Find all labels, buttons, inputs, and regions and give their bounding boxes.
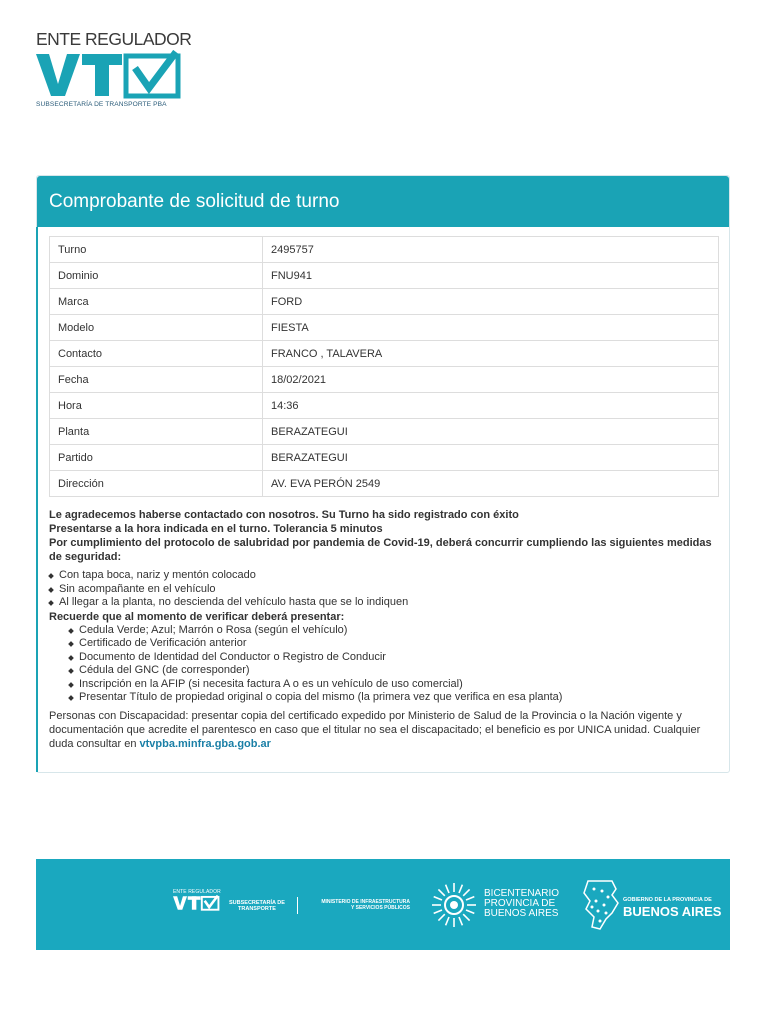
thanks-text: Le agradecemos haberse contactado con nosotros. Su Turno ha sido registrado con éxito (49, 509, 519, 521)
table-row (50, 367, 719, 393)
footer-subsecretaria (229, 900, 285, 912)
list-item: Cedula Verde; Azul; Marrón o Rosa (según el vehículo) (69, 624, 721, 638)
table-row (50, 445, 719, 471)
bicentenario-sun-icon (430, 881, 478, 929)
row-label: Contacto (50, 341, 263, 367)
province-map-icon (582, 879, 620, 931)
list-item: Con tapa boca, nariz y mentón colocado (49, 569, 721, 583)
vtv-logo (36, 30, 196, 112)
logo-subtitle: SUBSECRETARÍA DE TRANSPORTE PBA (36, 101, 167, 108)
covid-list (49, 569, 721, 610)
card-accent-bar (36, 227, 38, 772)
table-row (50, 263, 719, 289)
disability-text: Personas con Discapacidad: presentar copia del certificado expedido por Ministerio de Salud de la Provincia o la Nación vigente y documentación que acredite el parentesco en caso que el titular no sea el discapacitado; el beneficio es por UNICA unidad. Cualquier duda consultar en (49, 709, 701, 750)
footer-bic-line1: BICENTENARIO (484, 888, 560, 899)
row-value: 14:36 (263, 393, 719, 419)
footer-banner (36, 859, 730, 950)
docs-list (49, 624, 721, 705)
table-row (50, 341, 719, 367)
list-item: Al llegar a la planta, no descienda del vehículo hasta que se lo indiquen (49, 596, 721, 610)
list-item: Certificado de Verificación anterior (69, 637, 721, 651)
footer-divider (297, 897, 298, 914)
table-row (50, 393, 719, 419)
row-label: Fecha (50, 367, 263, 393)
list-item: Sin acompañante en el vehículo (49, 583, 721, 597)
list-item: Documento de Identidad del Conductor o Registro de Conducir (69, 651, 721, 665)
table-row (50, 471, 719, 497)
row-value: BERAZATEGUI (263, 419, 719, 445)
arrive-text: Presentarse a la hora indicada en el turno. Tolerancia 5 minutos (49, 523, 383, 535)
vtv-logo-graphic (36, 50, 186, 100)
table-row (50, 237, 719, 263)
row-label: Marca (50, 289, 263, 315)
footer-vtv-graphic (173, 895, 221, 911)
footer-sub-line1: SUBSECRETARÍA DE (229, 900, 285, 906)
notice-section (49, 508, 721, 751)
footer-bic-line3: BUENOS AIRES (484, 908, 559, 919)
row-label: Planta (50, 419, 263, 445)
row-value: FORD (263, 289, 719, 315)
footer-bic-line2: PROVINCIA DE (484, 898, 556, 909)
card-title: Comprobante de solicitud de turno (37, 176, 729, 227)
table-row (50, 315, 719, 341)
table-row (50, 419, 719, 445)
row-value: FIESTA (263, 315, 719, 341)
footer-ministerio (304, 899, 410, 911)
footer-gobierno (623, 897, 721, 919)
logo-org-name: ENTE REGULADOR (36, 29, 192, 49)
footer-sub-line2: TRANSPORTE (238, 906, 276, 912)
footer-gob-line2: BUENOS AIRES (623, 904, 722, 919)
row-label: Hora (50, 393, 263, 419)
row-label: Dirección (50, 471, 263, 497)
list-item: Inscripción en la AFIP (si necesita factura A o es un vehículo de uso comercial) (69, 678, 721, 692)
footer-gob-line1: GOBIERNO DE LA PROVINCIA DE (623, 897, 712, 903)
row-value: BERAZATEGUI (263, 445, 719, 471)
covid-text: Por cumplimiento del protocolo de salubridad por pandemia de Covid-19, deberá concurrir cumpliendo las siguientes medidas de seguridad: (49, 537, 712, 563)
disability-paragraph (49, 709, 721, 751)
vtv-website-link[interactable]: vtvpba.minfra.gba.gob.ar (139, 737, 271, 750)
footer-bicentenario (484, 889, 559, 919)
docs-title: Recuerde que al momento de verificar deberá presentar: (49, 610, 345, 623)
turno-card (36, 175, 730, 773)
row-value: 2495757 (263, 237, 719, 263)
footer-min-line2: Y SERVICIOS PÚBLICOS (351, 905, 410, 911)
list-item: Presentar Título de propiedad original o copia del mismo (la primera vez que verifica en esa planta) (69, 691, 721, 705)
logo-mark (36, 50, 196, 100)
turno-details-table (49, 236, 719, 497)
footer-vtv-logo (173, 889, 223, 919)
list-item: Cédula del GNC (de corresponder) (69, 664, 721, 678)
row-label: Modelo (50, 315, 263, 341)
row-label: Dominio (50, 263, 263, 289)
footer-min-line1: MINISTERIO DE INFRAESTRUCTURA (321, 899, 410, 905)
row-value: 18/02/2021 (263, 367, 719, 393)
row-label: Turno (50, 237, 263, 263)
row-value: FNU941 (263, 263, 719, 289)
table-row (50, 289, 719, 315)
row-label: Partido (50, 445, 263, 471)
row-value: AV. EVA PERÓN 2549 (263, 471, 719, 497)
row-value: FRANCO , TALAVERA (263, 341, 719, 367)
footer-vtv-org: ENTE REGULADOR (173, 889, 221, 895)
